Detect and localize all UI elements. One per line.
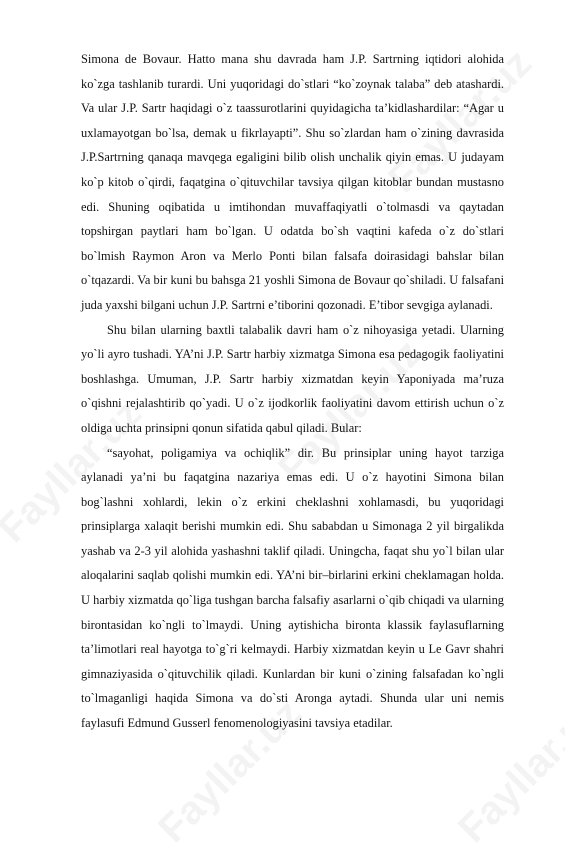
- text-line: aylanadi ya’ni bu faqatgina nazariya emas edi. U o`z hayotini Simona bilan: [81, 470, 504, 485]
- text-line: u uxlamayotgan bo`lsa, demak u fikrlayapti”. Shu so`zlardan ham o`zining: [81, 101, 504, 140]
- text-line: davrasida J.P.Sartrning qanaqa mavqega egaligini bilib olish unchalik qiyin emas.: [81, 125, 504, 165]
- text-line: holda. U harbiy xizmatda qo`liga tushgan barcha falsafiy asarlarni o`qib chiqadi va: [81, 568, 504, 608]
- text-line: falsafani juda yaxshi bilgani uchun J.P. Sartrni e’tiborini qozonadi. E’tibor sevgiga: [81, 273, 505, 312]
- text-line: ko`zga tashlanib turardi. Uni yuqoridagi do`stlari “ko`zoynak talaba” deb atashardi.: [81, 76, 504, 91]
- paragraph-2: [81, 318, 504, 441]
- text-line: U judayam ko`p kitob o`qirdi, faqatgina o`qituvchilar tavsiya qilgan kitoblar: [81, 150, 504, 189]
- text-line: bundan mustasno edi. Shuning oqibatida u imtihondan muvaffaqiyatli o`tolmasdi: [81, 174, 504, 214]
- text-line: Simona de Bovaur. Hatto mana shu davrada ham J.P. Sartrning iqtidori alohida: [81, 52, 504, 66]
- text-line: falsafadan ko`ngli to`lmaganligi haqida Simona va do`sti Aronga aytadi. Shunda: [81, 666, 504, 706]
- paragraph-1: [81, 47, 504, 318]
- text-line: uchun o`z oldiga uchta prinsipni qonun sifatida qabul qiladi. Bular:: [81, 396, 504, 435]
- text-line: prinsiplarga xalaqit berishi mumkin edi. Shu sababdan u Simonaga 2 yil birgalikda: [81, 519, 504, 534]
- document-body: [81, 47, 504, 736]
- text-line: yo`li ayro tushadi. YA’ni J.P. Sartr harbiy xizmatga Simona esa pedagogik: [81, 347, 450, 362]
- text-line: faoliyatini boshlashga. Umuman, J.P. Sartr harbiy xizmatdan keyin Yaponiyada: [81, 347, 504, 386]
- text-line: faylasuflarning ta’limotlari real hayotga to`g`ri kelmaydi. Harbiy xizmatdan keyin: [81, 617, 504, 657]
- paragraph-3: [81, 441, 504, 736]
- text-line: ma’ruza o`qishni rejalashtirib qo`yadi. U o`z ijodkorlik faoliyatini davom ettirish: [81, 371, 504, 411]
- text-line: va qaytadan topshirgan paytlari ham bo`lgan. U odatda bo`sh vaqtini kafeda o`z: [81, 199, 505, 239]
- text-line: bog`lashni xohlardi, lekin o`z erkini cheklashni xohlamasdi, bu yuqoridagi: [81, 494, 504, 509]
- text-line: ular aloqalarini saqlab qolishi mumkin edi. YA’ni bir–birlarini erkini cheklamagan: [81, 543, 504, 583]
- text-line: ular uni nemis faylasufi Edmund Gusserl fenomenologiyasini tavsiya etadilar.: [81, 691, 504, 731]
- text-line: bilan o`tqazardi. Va bir kuni bu bahsga 21 yoshli Simona de Bovaur qo`shiladi. U: [81, 248, 504, 288]
- text-line: aylanadi.: [447, 297, 493, 312]
- text-line: do`stlari bo`lmish Raymon Aron va Merlo Ponti bilan falsafa doirasidagi bahslar: [81, 224, 504, 263]
- text-line: Shu bilan ularning baxtli talabalik davri ham o`z nihoyasiga yetadi. Ularning: [107, 322, 504, 337]
- text-line: Va ular J.P. Sartr haqidagi o`z taassurotlarini quyidagicha ta’kidlashardilar: “Agar: [81, 101, 494, 116]
- text-line: yashab va 2-3 yil alohida yashashni taklif qiladi. Uningcha, faqat shu yo`l bilan: [81, 543, 482, 558]
- text-line: “sayohat, poligamiya va ochiqlik” dir. Bu prinsiplar uning hayot tarziga: [107, 445, 504, 460]
- text-line: u Le Gavr shahri gimnaziyasida o`qituvchilik qiladi. Kunlardan bir kuni o`zining: [81, 642, 504, 681]
- text-line: ularning birontasidan ko`ngli to`lmaydi. Uning aytishicha bironta klassik: [81, 593, 504, 632]
